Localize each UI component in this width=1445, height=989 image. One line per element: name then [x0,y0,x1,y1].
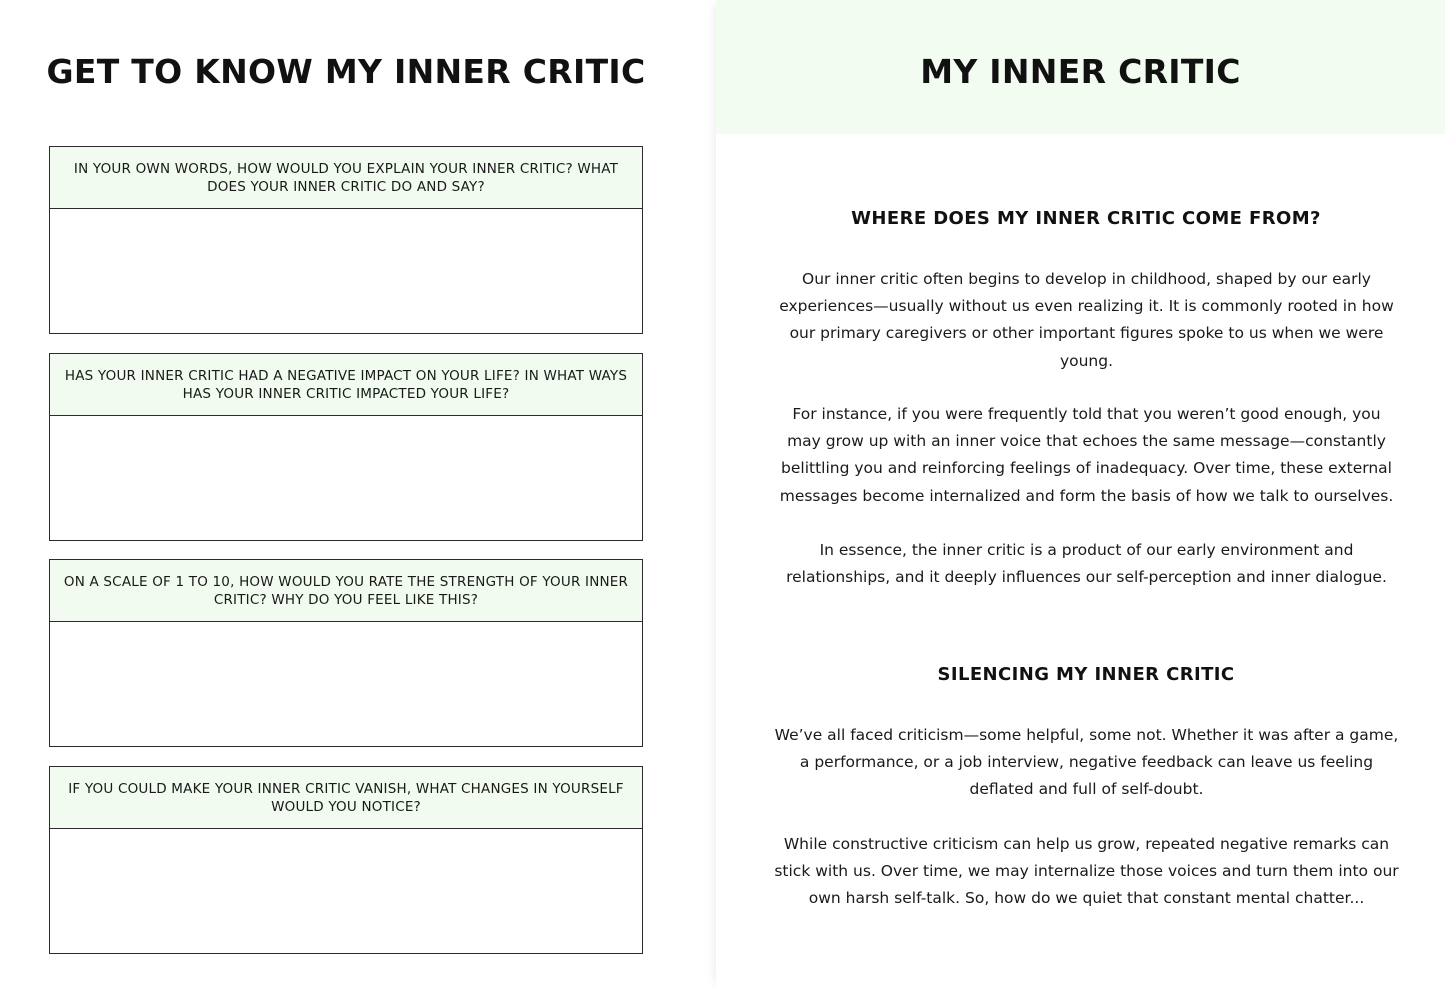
prompt-box-3 [49,559,643,747]
answer-area-3[interactable] [50,622,642,745]
prompt-question-3: ON A SCALE OF 1 TO 10, HOW WOULD YOU RATE THE STRENGTH OF YOUR INNER CRITIC? WHY DO YOU FEEL LIKE THIS? [50,560,642,622]
left-page-title: GET TO KNOW MY INNER CRITIC [46,52,646,91]
origin-paragraph-1: Our inner critic often begins to develop in childhood, shaped by our early experiences—usually without us even realizing it. It is commonly rooted in how our primary caregivers or other important figures spoke to us when we were young. [779,270,1394,370]
prompt-question-4: IF YOU COULD MAKE YOUR INNER CRITIC VANISH, WHAT CHANGES IN YOURSELF WOULD YOU NOTICE? [50,767,642,829]
answer-area-2[interactable] [50,416,642,539]
prompt-box-4 [49,766,643,954]
prompt-question-2: HAS YOUR INNER CRITIC HAD A NEGATIVE IMPACT ON YOUR LIFE? IN WHAT WAYS HAS YOUR INNER CRITIC IMPACTED YOUR LIFE? [50,354,642,416]
origin-paragraph-2: For instance, if you were frequently told that you weren’t good enough, you may grow up with an inner voice that echoes the same message—constantly belittling you and reinforcing feelings of inadequacy. Over time, these external messages become internalized and form the basis of how we talk to ourselves. [779,405,1394,505]
section-heading-silencing: SILENCING MY INNER CRITIC [937,664,1235,685]
section-heading-origin: WHERE DOES MY INNER CRITIC COME FROM? [851,208,1321,229]
silencing-paragraph-2: While constructive criticism can help us grow, repeated negative remarks can stick with us. Over time, we may internalize those voices and turn them into our own harsh self-talk. So, how do we quiet that constant mental chatter... [774,835,1399,908]
answer-area-1[interactable] [50,209,642,332]
right-page [716,0,1445,989]
silencing-paragraph-1: We’ve all faced criticism—some helpful, some not. Whether it was after a game, a performance, or a job interview, negative feedback can leave us feeling deflated and full of self-doubt. [774,726,1399,799]
prompt-box-2 [49,353,643,541]
right-page-title: MY INNER CRITIC [920,52,1241,91]
prompt-box-1 [49,146,643,334]
left-page [0,0,716,989]
answer-area-4[interactable] [50,829,642,952]
origin-paragraph-3: In essence, the inner critic is a product of our early environment and relationships, and it deeply influences our self-perception and inner dialogue. [786,541,1387,587]
prompt-question-1: IN YOUR OWN WORDS, HOW WOULD YOU EXPLAIN YOUR INNER CRITIC? WHAT DOES YOUR INNER CRITIC DO AND SAY? [50,147,642,209]
